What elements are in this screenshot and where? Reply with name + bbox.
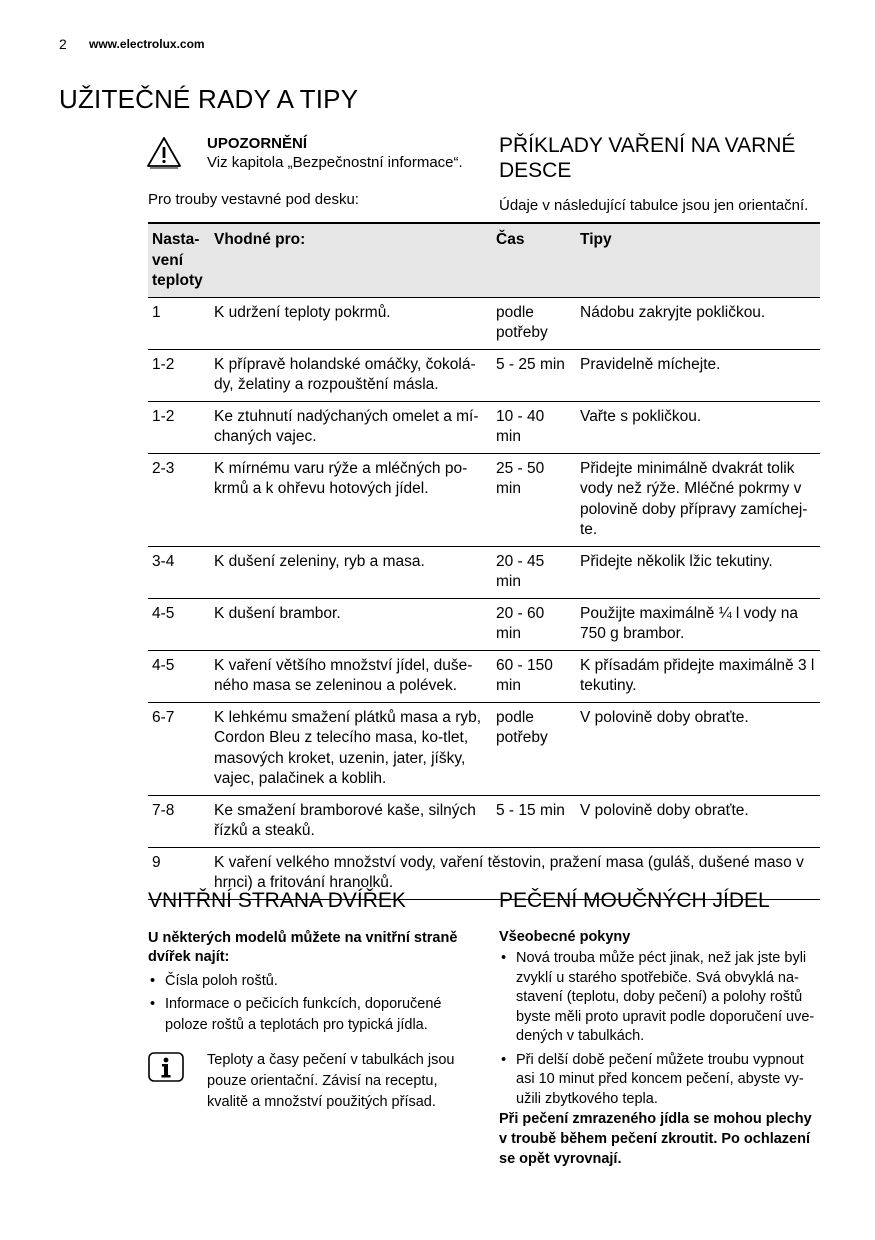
cell-use: K mírnému varu rýže a mléčných po-krmů a k ohřevu hotových jídel.: [210, 453, 492, 546]
cell-tips: Pravidelně míchejte.: [576, 349, 820, 401]
baking-bullet-list: [499, 949, 821, 1109]
cell-setting: 1-2: [148, 349, 210, 401]
table-row: [148, 546, 820, 598]
baking-subheading: Všeobecné pokyny: [499, 929, 631, 945]
table-row: [148, 297, 820, 349]
cell-time: podle potřeby: [492, 297, 576, 349]
cell-time: podle potřeby: [492, 702, 576, 795]
cell-use: K dušení brambor.: [210, 598, 492, 650]
cell-tips: K přísadám přidejte maximálně 3 l tekutiny.: [576, 650, 820, 702]
baking-heading: PEČENÍ MOUČNÝCH JÍDEL: [499, 889, 770, 912]
table-row: [148, 598, 820, 650]
cell-use-wide: K vaření velkého množství vody, vaření těstovin, pražení masa (guláš, dušené maso v hrnci) a fritování hranolků.: [210, 847, 820, 899]
page-title: UŽITEČNÉ RADY A TIPY: [59, 84, 359, 114]
cell-use: Ke smažení bramborové kaše, silných řízků a steaků.: [210, 795, 492, 847]
door-intro: U některých modelů můžete na vnitřní straně dvířek najít:: [148, 930, 458, 965]
examples-heading: PŘÍKLADY VAŘENÍ NA VARNÉ DESCE: [499, 134, 796, 182]
cell-time: 10 - 40 min: [492, 401, 576, 453]
cell-setting: 9: [148, 847, 210, 899]
cell-setting: 3-4: [148, 546, 210, 598]
baking-section: [499, 888, 821, 1169]
cell-tips: V polovině doby obraťte.: [576, 795, 820, 847]
table-row: [148, 453, 820, 546]
cell-time: 20 - 60 min: [492, 598, 576, 650]
cell-use: K udržení teploty pokrmů.: [210, 297, 492, 349]
door-heading: VNITŘNÍ STRANA DVÍŘEK: [148, 889, 406, 912]
cell-use: K lehkému smažení plátků masa a ryb, Cordon Bleu z telecího masa, ko-tlet, masových kroket, uzenin, jater, jíšky, vajec, palačinek a koblih.: [210, 702, 492, 795]
warning-title: UPOZORNĚNÍ: [207, 135, 308, 152]
cell-tips: Vařte s pokličkou.: [576, 401, 820, 453]
table-row: [148, 401, 820, 453]
table-row: [148, 795, 820, 847]
cell-use: K přípravě holandské omáčky, čokolá-dy, želatiny a rozpouštění másla.: [210, 349, 492, 401]
website-url: www.electrolux.com: [89, 37, 205, 51]
page-number: 2: [59, 36, 67, 52]
cell-time: 20 - 45 min: [492, 546, 576, 598]
header-use: Vhodné pro:: [210, 223, 492, 297]
cell-time: 25 - 50 min: [492, 453, 576, 546]
cooking-table: [148, 222, 820, 900]
cell-setting: 1: [148, 297, 210, 349]
info-note: [148, 1050, 473, 1113]
list-item: • Čísla poloh roštů.: [148, 971, 473, 992]
intro-note: Pro trouby vestavné pod desku:: [148, 191, 359, 208]
cell-setting: 6-7: [148, 702, 210, 795]
cell-use: Ke ztuhnutí nadýchaných omelet a mí-chaných vajec.: [210, 401, 492, 453]
cell-tips: Přidejte minimálně dvakrát tolik vody než rýže. Mléčné pokrmy v polovině doby přípravy zamíchej-te.: [576, 453, 820, 546]
cell-use: K dušení zeleniny, ryb a masa.: [210, 546, 492, 598]
cell-setting: 2-3: [148, 453, 210, 546]
table-row: [148, 702, 820, 795]
cell-time: 5 - 15 min: [492, 795, 576, 847]
info-icon: [148, 1052, 184, 1082]
table-row: [148, 650, 820, 702]
header-setting: Nasta- vení teploty: [148, 223, 210, 297]
header-tips: Tipy: [576, 223, 820, 297]
door-section: [148, 888, 473, 1113]
cell-tips: Nádobu zakryjte pokličkou.: [576, 297, 820, 349]
header-time: Čas: [492, 223, 576, 297]
list-item: • Informace o pečicích funkcích, doporučené poloze roštů a teplotách pro typická jídla.: [148, 994, 473, 1036]
cell-use: K vaření většího množství jídel, duše-ného masa se zeleninou a polévek.: [210, 650, 492, 702]
warning-text: Viz kapitola „Bezpečnostní informace“.: [207, 154, 463, 171]
info-text: Teploty a časy pečení v tabulkách jsou pouze orientační. Závisí na receptu, kvalitě a množství použitých přísad.: [207, 1052, 455, 1110]
cell-time: 60 - 150 min: [492, 650, 576, 702]
cell-setting: 4-5: [148, 650, 210, 702]
cell-setting: 7-8: [148, 795, 210, 847]
cell-setting: 1-2: [148, 401, 210, 453]
list-item: • Nová trouba může péct jinak, než jak jste byli zvyklí u starého spotřebiče. Svá obvyklá na-stavení (teplotu, doby pečení) a polohy roštů byste měli proto upravit podle doporučení uve-dených v tabulkách.: [499, 949, 821, 1047]
table-row: [148, 349, 820, 401]
door-bullet-list: [148, 971, 473, 1036]
list-item: • Při delší době pečení můžete troubu vypnout asi 10 minut před koncem pečení, abyste vy-užili zbytkového tepla.: [499, 1051, 821, 1110]
table-header-row: [148, 223, 820, 297]
warning-triangle-icon: [146, 136, 182, 170]
cell-time: 5 - 25 min: [492, 349, 576, 401]
cell-tips: Přidejte několik lžic tekutiny.: [576, 546, 820, 598]
baking-bold-note: Při pečení zmrazeného jídla se mohou plechy v troubě během pečení zkroutit. Po ochlazení se opět vyrovnají.: [499, 1111, 812, 1167]
examples-subtitle: Údaje v následující tabulce jsou jen orientační.: [499, 197, 809, 214]
cell-setting: 4-5: [148, 598, 210, 650]
cell-tips: Použijte maximálně ¼ l vody na 750 g brambor.: [576, 598, 820, 650]
cell-tips: V polovině doby obraťte.: [576, 702, 820, 795]
